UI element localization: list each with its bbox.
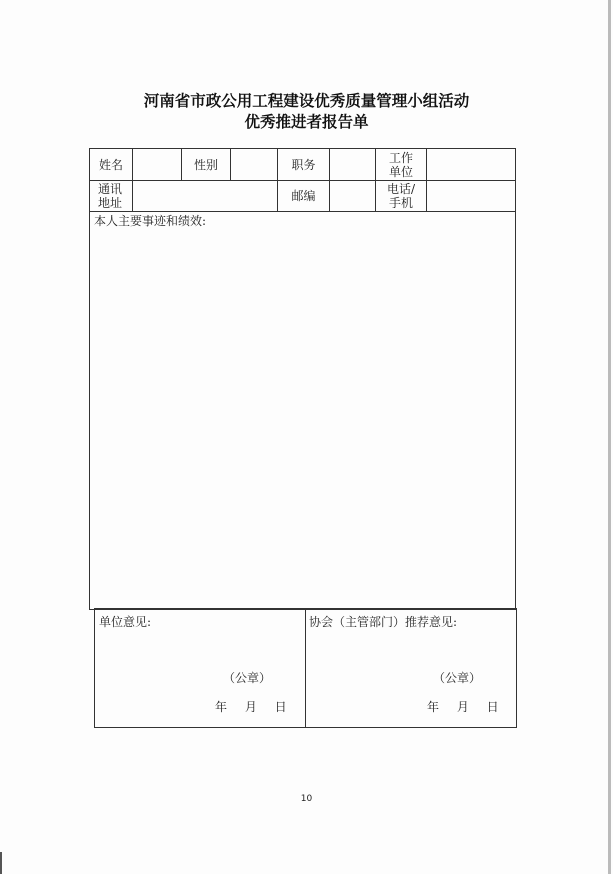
document-title-line2: 优秀推进者报告单 [244,113,369,131]
phone-field[interactable] [427,181,516,212]
opinions-section [94,608,517,728]
association-opinion-label: 协会（主管部门）推荐意见: [309,615,458,629]
position-field[interactable] [330,149,376,181]
name-label: 姓名 [90,149,133,181]
unit-seal-text: （公章） [223,671,272,685]
scan-edge-mark [0,852,2,874]
address-label-bottom: 地址 [98,196,123,210]
postcode-label: 邮编 [278,181,330,212]
scan-edge-mark [608,0,611,874]
page-number: 10 [300,794,313,804]
work-unit-label-bottom: 单位 [388,164,413,179]
document-title-line1: 河南省市政公用工程建设优秀质量管理小组活动 [143,92,470,110]
address-label-top: 通讯 [98,182,123,196]
achievements-section[interactable] [90,212,516,610]
name-field[interactable] [133,149,182,181]
association-seal-text: （公章） [433,671,482,685]
address-field[interactable] [133,181,278,212]
phone-label-bottom: 手机 [388,196,413,210]
achievements-label: 本人主要事迹和绩效: [94,214,207,228]
association-opinion-box[interactable] [305,609,516,727]
work-unit-label [376,149,427,181]
position-label: 职务 [278,149,330,181]
work-unit-label-top: 工作 [388,150,413,165]
unit-opinion-box[interactable] [95,609,306,727]
address-label [90,181,133,212]
phone-label-top: 电话/ [386,182,416,196]
unit-opinion-label: 单位意见: [99,615,152,629]
association-date-text: 年 月 日 [427,700,499,714]
gender-field[interactable] [231,149,278,181]
work-unit-field[interactable] [427,149,516,181]
report-form-table [89,148,516,610]
phone-label [376,181,427,212]
unit-date-text: 年 月 日 [215,700,287,714]
gender-label: 性别 [182,149,231,181]
postcode-field[interactable] [330,181,376,212]
